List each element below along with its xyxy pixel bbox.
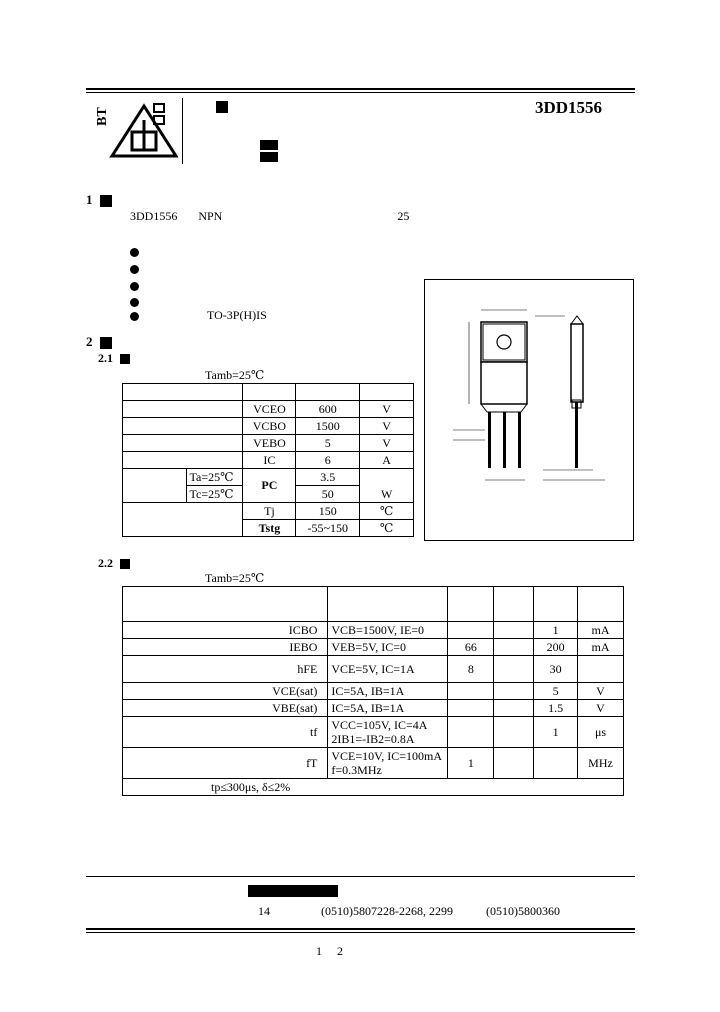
- table-row: [123, 622, 624, 639]
- cond-cell: VCE=5V, IC=1A: [328, 656, 448, 683]
- value-cell: 150: [296, 503, 360, 520]
- unit-cell: V: [360, 401, 414, 418]
- col-unit: [360, 384, 414, 401]
- table-row: [123, 748, 624, 779]
- cond-cell: Tc=25℃: [186, 486, 243, 503]
- desc-type: NPN: [198, 209, 223, 223]
- value-cell: 1500: [296, 418, 360, 435]
- table-header-row: [123, 384, 414, 401]
- max-cell: 200: [534, 639, 578, 656]
- max-cell: 30: [534, 656, 578, 683]
- sub1-heading: [98, 351, 130, 366]
- footer-address-line: [108, 904, 628, 919]
- table-row: [123, 656, 624, 683]
- section2-num: 2: [86, 334, 93, 349]
- desc-temp: 25: [397, 209, 410, 223]
- min-cell: 8: [448, 656, 494, 683]
- cond-cell: VCC=105V, IC=4A 2IB1=-IB2=0.8A: [328, 717, 448, 748]
- feature-item-2: [130, 261, 147, 276]
- col-typ: [494, 587, 534, 622]
- table-row: [123, 469, 414, 486]
- symbol-cell: hFE: [123, 656, 328, 683]
- sub2-condition: Tamb=25℃: [205, 571, 265, 585]
- symbol-cell: VEBO: [243, 435, 296, 452]
- value-cell: 600: [296, 401, 360, 418]
- section1-num: 1: [86, 192, 93, 207]
- table-row: [123, 700, 624, 717]
- symbol-cell: PC: [243, 469, 296, 503]
- table-row: [123, 401, 414, 418]
- value-cell: 5: [296, 435, 360, 452]
- symbol-cell: VCEO: [243, 401, 296, 418]
- table-row: [123, 683, 624, 700]
- symbol-cell: VBE(sat): [123, 700, 328, 717]
- footer-tel: (0510)5807228-2268, 2299: [321, 904, 453, 918]
- table-row: [123, 503, 414, 520]
- unit-cell: V: [578, 683, 624, 700]
- table-row: [123, 452, 414, 469]
- unit-cell: A: [360, 452, 414, 469]
- symbol-cell: IEBO: [123, 639, 328, 656]
- feature-item-1: [130, 244, 147, 259]
- col-cond: [328, 587, 448, 622]
- table-note: tp≤300μs, δ≤2%: [123, 779, 624, 796]
- footer-rule-thin: [86, 932, 635, 933]
- bullet-icon: [130, 265, 139, 274]
- package-drawing: [424, 279, 634, 541]
- symbol-cell: Tj: [243, 503, 296, 520]
- unit-cell: V: [360, 418, 414, 435]
- unit-cell: mA: [578, 622, 624, 639]
- col-value: [296, 384, 360, 401]
- value-cell: 6: [296, 452, 360, 469]
- sub1-title-block: [120, 354, 130, 364]
- unit-cell: ℃: [360, 520, 414, 537]
- feature-item-4: [130, 294, 147, 309]
- package-value: TO-3P(H)IS: [207, 308, 267, 322]
- symbol-cell: VCE(sat): [123, 683, 328, 700]
- section1-heading: [86, 192, 112, 208]
- header-title-block: [258, 138, 280, 164]
- symbol-cell: VCBO: [243, 418, 296, 435]
- footer-rule-thick: [86, 928, 635, 930]
- symbol-cell: ICBO: [123, 622, 328, 639]
- footer-addr-no: 14: [258, 904, 270, 918]
- top-rule-thick: [86, 88, 635, 90]
- col-min: [448, 587, 494, 622]
- desc-part: 3DD1556: [130, 209, 178, 223]
- company-logo: [92, 98, 183, 164]
- bullet-icon: [130, 312, 139, 321]
- section2-title-block: [100, 337, 112, 349]
- min-cell: 66: [448, 639, 494, 656]
- symbol-cell: Tstg: [243, 520, 296, 537]
- col-unit: [578, 587, 624, 622]
- absolute-max-table: [122, 383, 414, 537]
- unit-cell: V: [360, 435, 414, 452]
- cond-cell: Ta=25℃: [186, 469, 243, 486]
- bullet-icon: [130, 282, 139, 291]
- unit-cell: MHz: [578, 748, 624, 779]
- cond-cell: IC=5A, IB=1A: [328, 683, 448, 700]
- max-cell: 1.5: [534, 700, 578, 717]
- max-cell: 5: [534, 683, 578, 700]
- header-mark: [215, 100, 229, 114]
- unit-cell: ℃: [360, 503, 414, 520]
- cond-cell: VCE=10V, IC=100mA f=0.3MHz: [328, 748, 448, 779]
- svg-text:BT: BT: [95, 107, 110, 126]
- sub2-num: 2.2: [98, 556, 113, 570]
- unit-cell: V: [578, 700, 624, 717]
- sub2-title-block: [120, 559, 130, 569]
- table-header-row: [123, 587, 624, 622]
- unit-cell: μs: [578, 717, 624, 748]
- bullet-icon: [130, 298, 139, 307]
- feature-item-3: [130, 278, 147, 293]
- page-number: 1 2: [316, 944, 343, 958]
- sub1-num: 2.1: [98, 351, 113, 365]
- unit-cell: mA: [578, 639, 624, 656]
- symbol-cell: IC: [243, 452, 296, 469]
- footer-fax: (0510)5800360: [486, 904, 560, 918]
- symbol-cell: fT: [123, 748, 328, 779]
- cond-cell: IC=5A, IB=1A: [328, 700, 448, 717]
- value-cell: 50: [296, 486, 360, 503]
- section2-heading: [86, 334, 112, 350]
- table-row: [123, 418, 414, 435]
- part-number: 3DD1556: [535, 98, 603, 117]
- col-param: [123, 384, 243, 401]
- bullet-icon: [130, 248, 139, 257]
- footer-rule-top: [86, 876, 635, 877]
- table-note-row: [123, 779, 624, 796]
- col-param: [123, 587, 328, 622]
- section1-title-block: [100, 195, 112, 207]
- min-cell: 1: [448, 748, 494, 779]
- section1-desc-line1: [130, 209, 620, 224]
- cond-cell: VCB=1500V, IE=0: [328, 622, 448, 639]
- sub2-heading: [98, 556, 130, 571]
- sub1-condition: Tamb=25℃: [205, 368, 265, 382]
- max-cell: 1: [534, 717, 578, 748]
- cond-cell: VEB=5V, IC=0: [328, 639, 448, 656]
- footer-company: [248, 884, 338, 898]
- max-cell: 1: [534, 622, 578, 639]
- col-symbol: [243, 384, 296, 401]
- symbol-cell: tf: [123, 717, 328, 748]
- table-row: [123, 717, 624, 748]
- value-cell: 3.5: [296, 469, 360, 486]
- electrical-table: [122, 586, 624, 796]
- feature-item-5: [130, 308, 267, 323]
- table-row: [123, 435, 414, 452]
- top-rule-thin: [86, 92, 635, 93]
- unit-cell: W: [360, 469, 414, 503]
- table-row: [123, 639, 624, 656]
- value-cell: -55~150: [296, 520, 360, 537]
- col-max: [534, 587, 578, 622]
